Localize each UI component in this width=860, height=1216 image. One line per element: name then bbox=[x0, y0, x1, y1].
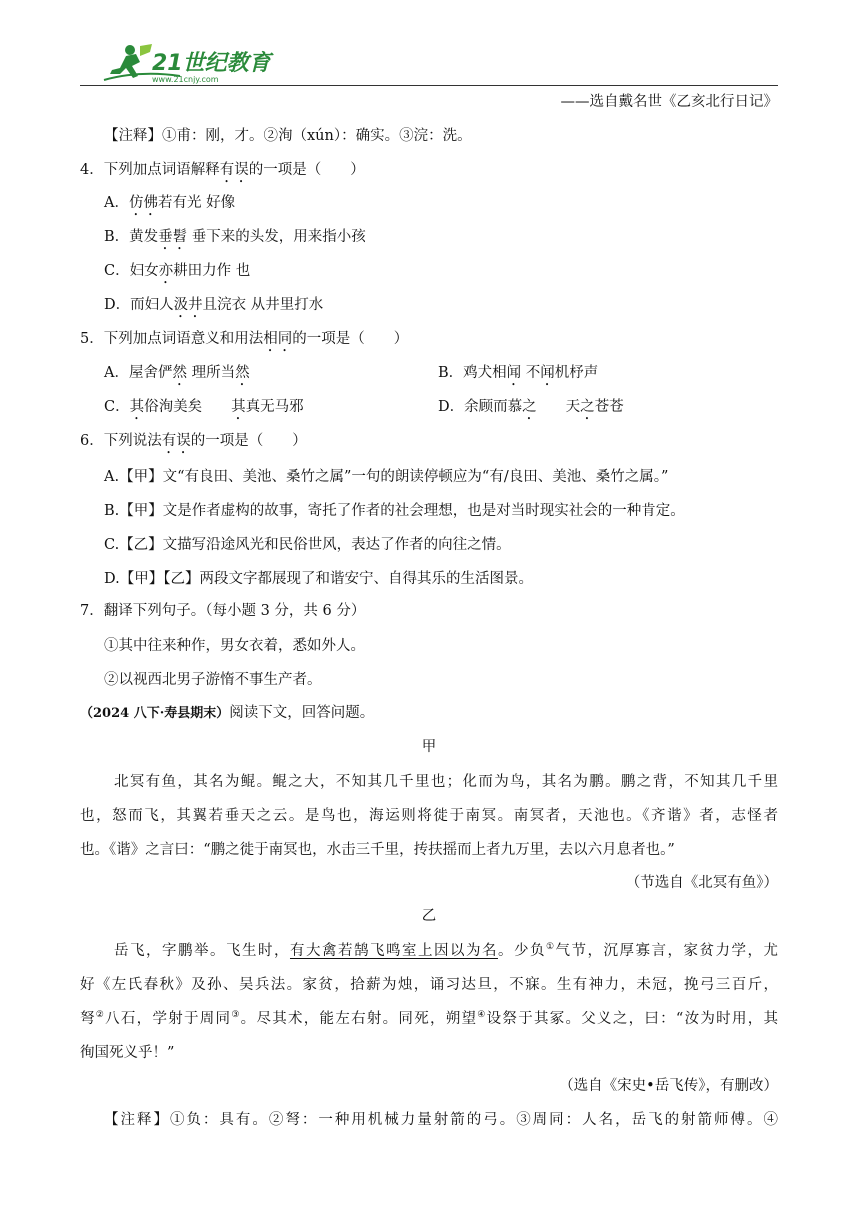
yi-line-3: 弩②八石，学射于周同③。尽其术，能左右射。同死，朔望④设祭于其冢。父义之，曰：“汝为时用，其 bbox=[80, 1010, 778, 1027]
logo-brand: 21世纪教育 bbox=[152, 51, 271, 76]
note-text: ①甫：刚，才。②洵（xún）：确实。③浣：洗。 bbox=[162, 128, 472, 144]
q4-option-b[interactable]: B．黄发垂髫 垂下来的头发，用来指小孩 bbox=[104, 229, 366, 245]
header-rule bbox=[80, 85, 778, 86]
yi-line-4: 徇国死义乎！” bbox=[80, 1045, 175, 1061]
yi-line-2: 好《左氏春秋》及孙、吴兵法。家贫，拾薪为烛，诵习达旦，不寐。生有神力，未冠，挽弓三百斤， bbox=[80, 977, 778, 993]
passage-yi-source: ——选自戴名世《乙亥北行日记》 bbox=[560, 94, 778, 110]
q4-stem: 4．下列加点词语解释有误的一项是（ ） bbox=[80, 162, 365, 178]
jia-line-1: 北冥有鱼，其名为鲲。鲲之大，不知其几千里也；化而为鸟，其名为鹏。鹏之背，不知其几千里 bbox=[114, 774, 778, 790]
logo-url: www.21cnjy.com bbox=[152, 75, 219, 84]
q5-option-d[interactable]: D．余顾而慕之 天之苍苍 bbox=[438, 399, 624, 415]
q7-item-2: ②以视西北男子游惰不事生产者。 bbox=[104, 672, 322, 688]
yi-source: （选自《宋史•岳飞传》，有删改） bbox=[559, 1078, 778, 1094]
q4-option-c[interactable]: C．妇女亦耕田力作 也 bbox=[104, 263, 251, 279]
jia-line-2: 也，怒而飞，其翼若垂天之云。是鸟也，海运则将徙于南冥。南冥者，天池也。《齐谐》者，志怪者 bbox=[80, 808, 778, 824]
jia-title: 甲 bbox=[421, 739, 437, 755]
q6-option-b[interactable]: B.【甲】文是作者虚构的故事，寄托了作者的社会理想，也是对当时现实社会的一种肯定。 bbox=[104, 503, 685, 519]
q5-stem: 5．下列加点词语意义和用法相同的一项是（ ） bbox=[80, 331, 409, 347]
note-label: 【注释】 bbox=[104, 128, 162, 144]
q5-option-a[interactable]: A．屋舍俨然 理所当然 bbox=[104, 365, 250, 381]
jia-source: （节选自《北冥有鱼》） bbox=[625, 875, 778, 891]
note-2: 【注释】①负：具有。②弩：一种用机械力量射箭的弓。③周同：人名，岳飞的射箭师傅。④ bbox=[104, 1112, 778, 1128]
q4-option-a[interactable]: A．仿佛若有光 好像 bbox=[104, 195, 236, 211]
yi-line-1: 岳飞，字鹏举。飞生时，有大禽若鹄飞鸣室上因以为名。少负①气节，沉厚寡言，家贫力学，尤 bbox=[114, 942, 779, 959]
q7-item-1: ①其中往来种作，男女衣着，悉如外人。 bbox=[104, 638, 365, 654]
reading-intro: （2024 八下·寿县期末）阅读下文，回答问题。 bbox=[80, 705, 375, 721]
q6-option-d[interactable]: D.【甲】【乙】两段文字都展现了和谐安宁、自得其乐的生活图景。 bbox=[104, 571, 533, 587]
q6-option-a[interactable]: A.【甲】文“有良田、美池、桑竹之属”一句的朗读停顿应为“有/良田、美池、桑竹之属。” bbox=[104, 469, 669, 485]
underlined-sentence: 有大禽若鹄飞鸣室上因以为名 bbox=[289, 943, 498, 959]
q4-option-d[interactable]: D．而妇人汲井且浣衣 从井里打水 bbox=[104, 297, 324, 313]
jia-line-3: 也。《谐》之言曰：“鹏之徙于南冥也，水击三千里，抟扶摇而上者九万里，去以六月息者也。” bbox=[80, 842, 675, 858]
yi-title: 乙 bbox=[421, 908, 437, 924]
21cnjy-logo bbox=[100, 40, 290, 86]
q5-option-b[interactable]: B．鸡犬相闻 不闻机杼声 bbox=[438, 365, 599, 381]
q5-option-c[interactable]: C．其俗洵美矣 其真无马邪 bbox=[104, 399, 304, 415]
q7-stem: 7．翻译下列句子。（每小题 3 分，共 6 分） bbox=[80, 603, 366, 619]
q6-stem: 6．下列说法有误的一项是（ ） bbox=[80, 433, 307, 449]
q6-option-c[interactable]: C.【乙】文描写沿途风光和民俗世风，表达了作者的向往之情。 bbox=[104, 537, 511, 553]
note-1 bbox=[104, 126, 472, 146]
